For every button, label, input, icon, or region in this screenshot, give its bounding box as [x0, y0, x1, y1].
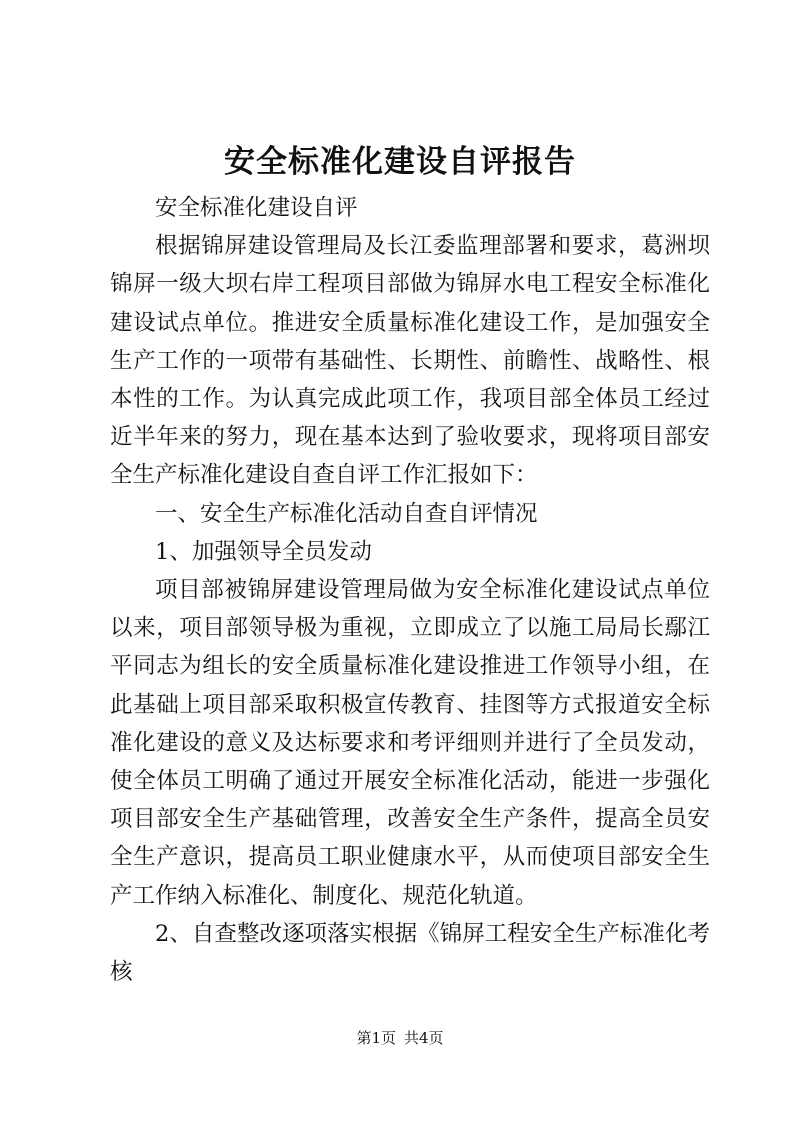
page-number: 第1页: [356, 1029, 396, 1047]
page-total: 共4页: [404, 1029, 444, 1047]
subsection-heading-1: 1、加强领导全员发动: [155, 538, 372, 565]
paragraph-subtitle: 安全标准化建设自评: [155, 195, 358, 221]
subsection-heading-2: 2、自查整改逐项落实根据《锦屏工程安全生产标准化考核: [110, 920, 710, 986]
section-heading-1: 一、安全生产标准化活动自查自评情况: [155, 500, 538, 527]
document-body: [110, 189, 710, 991]
paragraph-intro: 根据锦屏建设管理局及长江委监理部署和要求，葛洲坝锦屏一级大坝右岸工程项目部做为锦屏水电工程安全标准化建设试点单位。推进安全质量标准化建设工作，是加强安全生产工作的一项带有基础性、长期性、前瞻性、战略性、根本性的工作。为认真完成此项工作，我项目部全体员工经过近半年来的努力，现在基本达到了验收要求，现将项目部安全生产标准化建设自查自评工作汇报如下：: [110, 233, 710, 489]
document-title: 安全标准化建设自评报告: [224, 144, 576, 180]
page-footer: [0, 1028, 800, 1048]
paragraph-leadership: 项目部被锦屏建设管理局做为安全标准化建设试点单位以来，项目部领导极为重视，立即成立了以施工局局长鄢江平同志为组长的安全质量标准化建设推进工作领导小组，在此基础上项目部采取积极宣传教育、挂图等方式报道安全标准化建设的意义及达标要求和考评细则并进行了全员发动，使全体员工明确了通过开展安全标准化活动，能进一步强化项目部安全生产基础管理，改善安全生产条件，提高全员安全生产意识，提高员工职业健康水平，从而使项目部安全生产工作纳入标准化、制度化、规范化轨道。: [110, 577, 710, 909]
